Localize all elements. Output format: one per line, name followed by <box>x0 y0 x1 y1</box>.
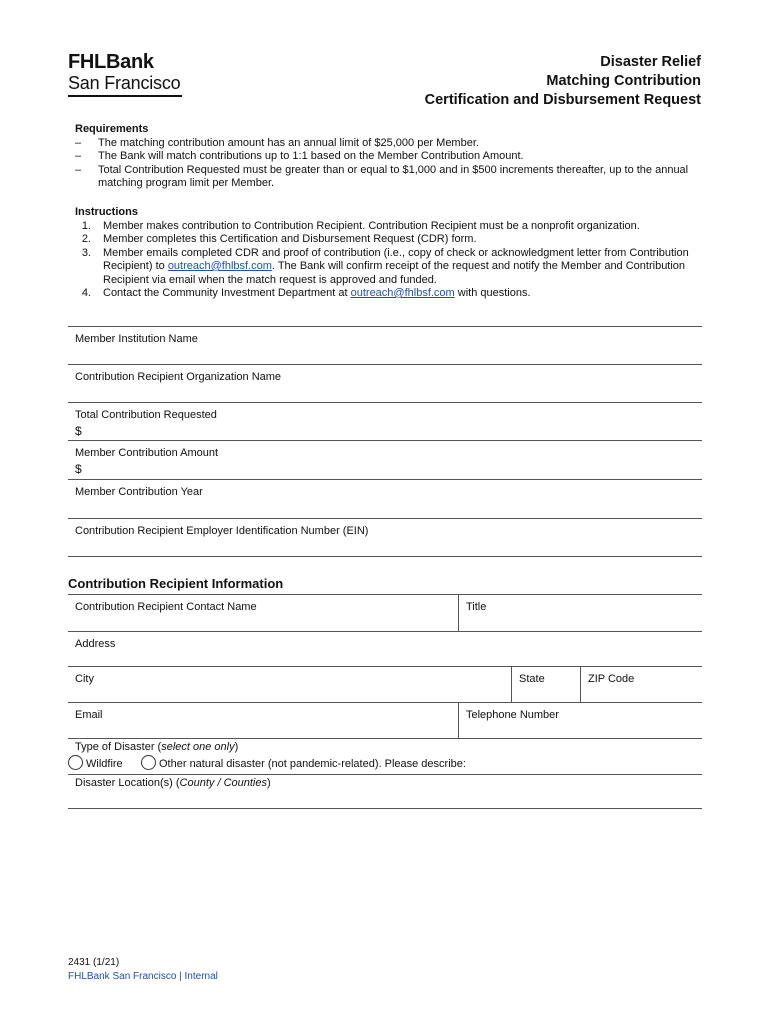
logo-line-2: San Francisco <box>68 73 181 93</box>
wildfire-option[interactable] <box>68 755 123 770</box>
recipient-org-field[interactable] <box>68 365 702 403</box>
instruction-item <box>75 220 705 234</box>
title-label: Title <box>466 601 487 613</box>
wildfire-label: Wildfire <box>86 758 123 770</box>
disaster-locations-close: ) <box>266 777 271 789</box>
requirement-item <box>75 137 705 151</box>
contact-name-label: Contribution Recipient Contact Name <box>75 601 257 613</box>
instruction-text-after: with questions. <box>454 287 531 299</box>
zip-field[interactable] <box>581 667 702 702</box>
requirements-heading: Requirements <box>75 123 149 135</box>
member-amount-field[interactable] <box>68 441 702 480</box>
ein-field[interactable] <box>68 519 702 557</box>
instruction-text <box>103 247 705 288</box>
instructions-section <box>75 206 705 301</box>
footer-org: FHLBank San Francisco | Internal <box>68 971 218 982</box>
instruction-number: 3. <box>81 246 91 259</box>
disaster-type-close: ) <box>234 741 239 753</box>
disaster-type-note: select one only <box>161 741 235 753</box>
logo-line-1: FHLBank <box>68 51 154 73</box>
member-institution-field[interactable] <box>68 327 702 365</box>
total-requested-currency: $ <box>75 424 82 438</box>
requirement-text: The Bank will match contributions up to 1:1 based on the Member Contribution Amount. <box>98 150 524 162</box>
city-field[interactable] <box>68 667 511 702</box>
requirement-dash: – <box>75 136 82 149</box>
wildfire-radio[interactable] <box>68 755 83 770</box>
disaster-locations-field[interactable] <box>68 775 702 808</box>
instruction-number: 4. <box>81 287 91 299</box>
instruction-text-before: Contact the Community Investment Department at <box>103 287 351 299</box>
instruction-text: Member makes contribution to Contribution Recipient. Contribution Recipient must be a nonprofit organization. <box>103 219 640 232</box>
instruction-item <box>75 287 705 301</box>
zip-label: ZIP Code <box>588 673 635 685</box>
member-institution-label: Member Institution Name <box>75 333 198 345</box>
other-disaster-label: Other natural disaster (not pandemic-related). Please describe: <box>159 758 466 770</box>
disaster-locations-note: County / Counties <box>179 777 267 789</box>
state-label: State <box>519 673 545 685</box>
email-field[interactable] <box>68 703 459 738</box>
title-field[interactable] <box>459 595 702 631</box>
disaster-type-group <box>68 739 702 774</box>
member-year-field[interactable] <box>68 480 702 519</box>
instruction-item <box>75 247 705 288</box>
disaster-locations-label <box>75 777 271 789</box>
state-field[interactable] <box>512 667 580 702</box>
footer <box>68 956 218 984</box>
requirement-text: The matching contribution amount has an annual limit of $25,000 per Member. <box>98 136 479 149</box>
title-line-1: Disaster Relief <box>600 54 701 70</box>
member-amount-currency: $ <box>75 462 82 476</box>
other-disaster-option[interactable] <box>141 755 466 770</box>
total-requested-field[interactable] <box>68 403 702 441</box>
form-number: 2431 (1/21) <box>68 957 120 968</box>
address-field[interactable] <box>68 632 702 666</box>
instructions-heading: Instructions <box>75 206 138 218</box>
instruction-text: Member completes this Certification and Disbursement Request (CDR) form. <box>103 233 477 245</box>
other-disaster-radio[interactable] <box>141 755 156 770</box>
email-label: Email <box>75 709 103 721</box>
contact-email-link[interactable]: outreach@fhlbsf.com <box>350 287 455 299</box>
instruction-text <box>103 287 531 301</box>
title-line-3: Certification and Disbursement Request <box>424 92 701 108</box>
requirement-item <box>75 150 705 164</box>
fhlbank-logo <box>68 52 182 97</box>
title-line-2: Matching Contribution <box>546 73 701 89</box>
instruction-text-before: Member emails completed CDR and proof of contribution (i.e., copy of check or acknowledgment letter from Contribution Recipient) to <box>103 246 689 272</box>
instruction-number: 2. <box>81 233 91 245</box>
requirements-section <box>75 123 705 191</box>
total-requested-label: Total Contribution Requested <box>75 409 217 421</box>
logo-underline <box>68 95 182 97</box>
member-amount-label: Member Contribution Amount <box>75 447 219 459</box>
requirement-dash: – <box>75 150 82 162</box>
disaster-locations-label-text: Disaster Location(s) ( <box>75 777 180 789</box>
contact-name-field[interactable] <box>68 595 459 631</box>
outreach-email-link[interactable]: outreach@fhlbsf.com <box>167 260 272 272</box>
instruction-text-after: . The Bank will confirm receipt of the request and notify the Member and Contribution Recipient via email when the match request is approved and funded. <box>103 260 686 286</box>
form-title <box>425 53 701 110</box>
recipient-org-label: Contribution Recipient Organization Name <box>75 371 282 383</box>
recipient-info-heading: Contribution Recipient Information <box>68 576 284 591</box>
telephone-field[interactable] <box>459 703 702 738</box>
disaster-type-label <box>75 741 238 753</box>
ein-label: Contribution Recipient Employer Identification Number (EIN) <box>75 525 369 537</box>
telephone-label: Telephone Number <box>466 709 559 721</box>
instruction-item <box>75 233 705 247</box>
requirement-item <box>75 164 705 191</box>
address-label: Address <box>75 638 116 650</box>
requirement-dash: – <box>75 163 82 176</box>
row-rule <box>68 808 702 809</box>
disaster-type-label-text: Type of Disaster ( <box>75 741 162 753</box>
requirement-text: Total Contribution Requested must be greater than or equal to $1,000 and in $500 increments thereafter, up to the annual matching program limit per Member. <box>98 163 689 189</box>
member-year-label: Member Contribution Year <box>75 486 203 498</box>
city-label: City <box>75 673 94 685</box>
instruction-number: 1. <box>81 219 91 232</box>
